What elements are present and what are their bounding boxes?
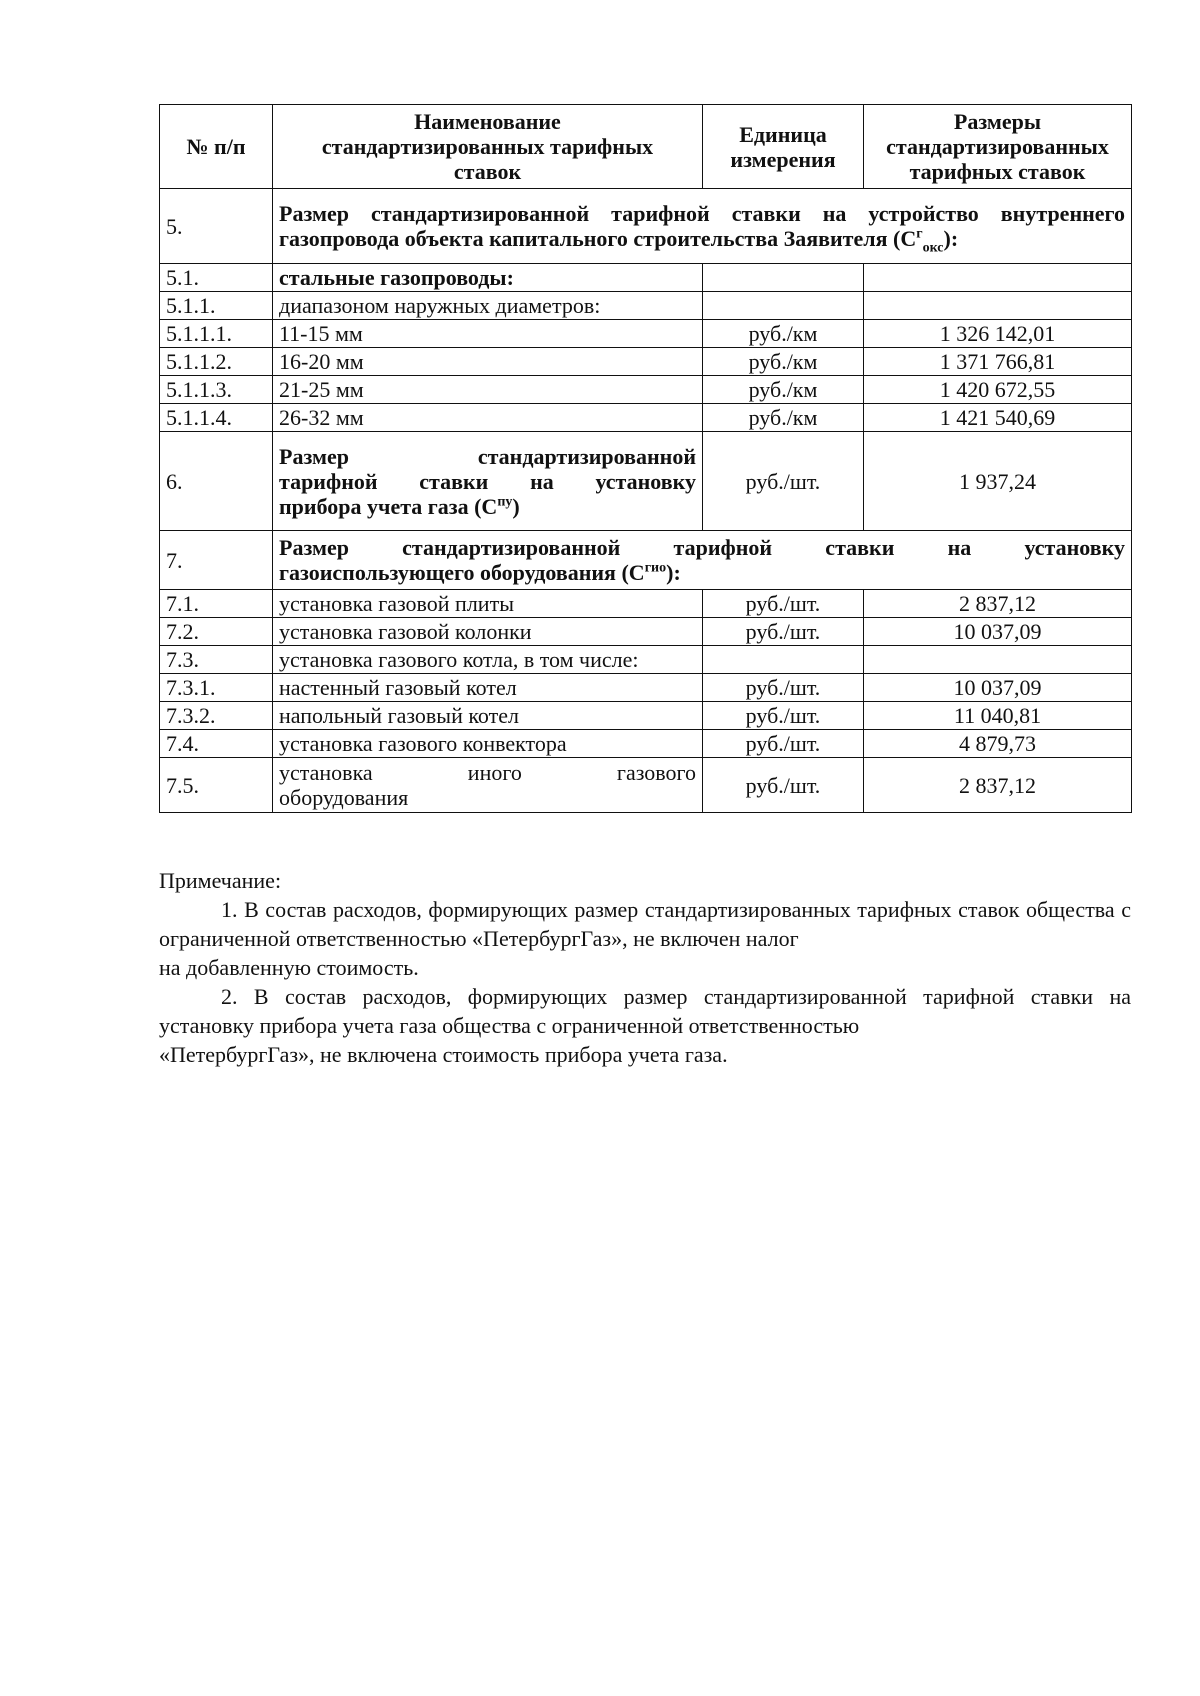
row-name: 21-25 мм <box>273 376 703 404</box>
row-num: 6. <box>160 432 273 531</box>
table-row <box>160 702 1132 730</box>
row-name: установка газового котла, в том числе: <box>273 646 703 674</box>
row-value: 1 371 766,81 <box>864 348 1132 376</box>
row-name: диапазоном наружных диаметров: <box>273 292 703 320</box>
row-num: 7. <box>160 531 273 590</box>
section-7-title: Размер стандартизированной тарифной ставки на установку газоиспользующего оборудования $(С^{гио})$: <box>273 531 1132 590</box>
header-num: № п/п <box>160 105 273 189</box>
row-value: 2 837,12 <box>864 590 1132 618</box>
row-unit: руб./шт. <box>703 674 864 702</box>
row-unit: руб./шт. <box>703 730 864 758</box>
row-name: установка газовой колонки <box>273 618 703 646</box>
table-row <box>160 618 1132 646</box>
row-unit: руб./шт. <box>703 702 864 730</box>
header-unit: Единица измерения <box>703 105 864 189</box>
row-num: 7.1. <box>160 590 273 618</box>
row-value: 1 420 672,55 <box>864 376 1132 404</box>
row-value <box>864 646 1132 674</box>
section-5-row <box>160 189 1132 264</box>
note-2-text: 2. В состав расходов, формирующих размер стандартизированной тарифной ставки на установку прибора учета газа общества с ограниченной ответственностью <box>159 984 1131 1038</box>
table-row <box>160 348 1132 376</box>
table-row <box>160 376 1132 404</box>
table-row <box>160 292 1132 320</box>
row-num: 7.4. <box>160 730 273 758</box>
row-name: настенный газовый котел <box>273 674 703 702</box>
row-name: 16-20 мм <box>273 348 703 376</box>
row-value <box>864 292 1132 320</box>
note-1-text: 1. В состав расходов, формирующих размер стандартизированных тарифных ставок общества с ограниченной ответственностью «ПетербургГаз», не включен налог <box>159 897 1131 951</box>
row-value: 1 421 540,69 <box>864 404 1132 432</box>
row-name: напольный газовый котел <box>273 702 703 730</box>
row-value: 1 326 142,01 <box>864 320 1132 348</box>
row-name: 26-32 мм <box>273 404 703 432</box>
row-unit <box>703 646 864 674</box>
table-row <box>160 320 1132 348</box>
row-unit <box>703 264 864 292</box>
row-num: 7.3.2. <box>160 702 273 730</box>
row-value: 10 037,09 <box>864 618 1132 646</box>
row-unit: руб./км <box>703 320 864 348</box>
row-value: 2 837,12 <box>864 758 1132 813</box>
notes-section <box>159 866 1131 1069</box>
row-num: 7.3.1. <box>160 674 273 702</box>
row-unit: руб./шт. <box>703 432 864 531</box>
section-5-title: Размер стандартизированной тарифной ставки на устройство внутреннего газопровода объекта капитального строительства Заявителя $(С^г_{окс})$: <box>273 189 1132 264</box>
note-item-1 <box>159 895 1131 982</box>
table-row <box>160 404 1132 432</box>
row-num: 7.2. <box>160 618 273 646</box>
row-num: 5.1.1.4. <box>160 404 273 432</box>
row-name: установка газовой плиты <box>273 590 703 618</box>
row-value: 11 040,81 <box>864 702 1132 730</box>
row-num: 5.1. <box>160 264 273 292</box>
note-item-2 <box>159 982 1131 1069</box>
row-value: 4 879,73 <box>864 730 1132 758</box>
table-row <box>160 730 1132 758</box>
row-name: стальные газопроводы: <box>273 264 703 292</box>
note-2-last-line: «ПетербургГаз», не включена стоимость прибора учета газа. <box>159 1042 728 1067</box>
table-row <box>160 674 1132 702</box>
row-value <box>864 264 1132 292</box>
row-num: 5.1.1. <box>160 292 273 320</box>
row-unit: руб./шт. <box>703 618 864 646</box>
row-num: 7.3. <box>160 646 273 674</box>
row-name: 11-15 мм <box>273 320 703 348</box>
row-name: установка газового конвектора <box>273 730 703 758</box>
row-unit: руб./км <box>703 348 864 376</box>
row-unit: руб./км <box>703 376 864 404</box>
table-row <box>160 264 1132 292</box>
row-value: 1 937,24 <box>864 432 1132 531</box>
row-value: 10 037,09 <box>864 674 1132 702</box>
header-name: Наименование стандартизированных тарифных ставок <box>273 105 703 189</box>
note-1-last-line: на добавленную стоимость. <box>159 955 419 980</box>
row-unit: руб./км <box>703 404 864 432</box>
row-unit <box>703 292 864 320</box>
row-name: установка иного газового оборудования <box>273 758 703 813</box>
row-num: 5. <box>160 189 273 264</box>
section-7-row <box>160 531 1132 590</box>
table-row <box>160 590 1132 618</box>
row-num: 5.1.1.3. <box>160 376 273 404</box>
table-header-row <box>160 105 1132 189</box>
row-unit: руб./шт. <box>703 758 864 813</box>
header-value: Размеры стандартизированных тарифных ставок <box>864 105 1132 189</box>
row-num: 5.1.1.1. <box>160 320 273 348</box>
section-6-row <box>160 432 1132 531</box>
tariff-table <box>159 104 1132 813</box>
section-6-title: Размер стандартизированной тарифной ставки на установку прибора учета газа $(С^{пу})$ <box>273 432 703 531</box>
row-num: 7.5. <box>160 758 273 813</box>
notes-title: Примечание: <box>159 868 282 893</box>
row-num: 5.1.1.2. <box>160 348 273 376</box>
row-unit: руб./шт. <box>703 590 864 618</box>
table-row <box>160 646 1132 674</box>
table-row <box>160 758 1132 813</box>
